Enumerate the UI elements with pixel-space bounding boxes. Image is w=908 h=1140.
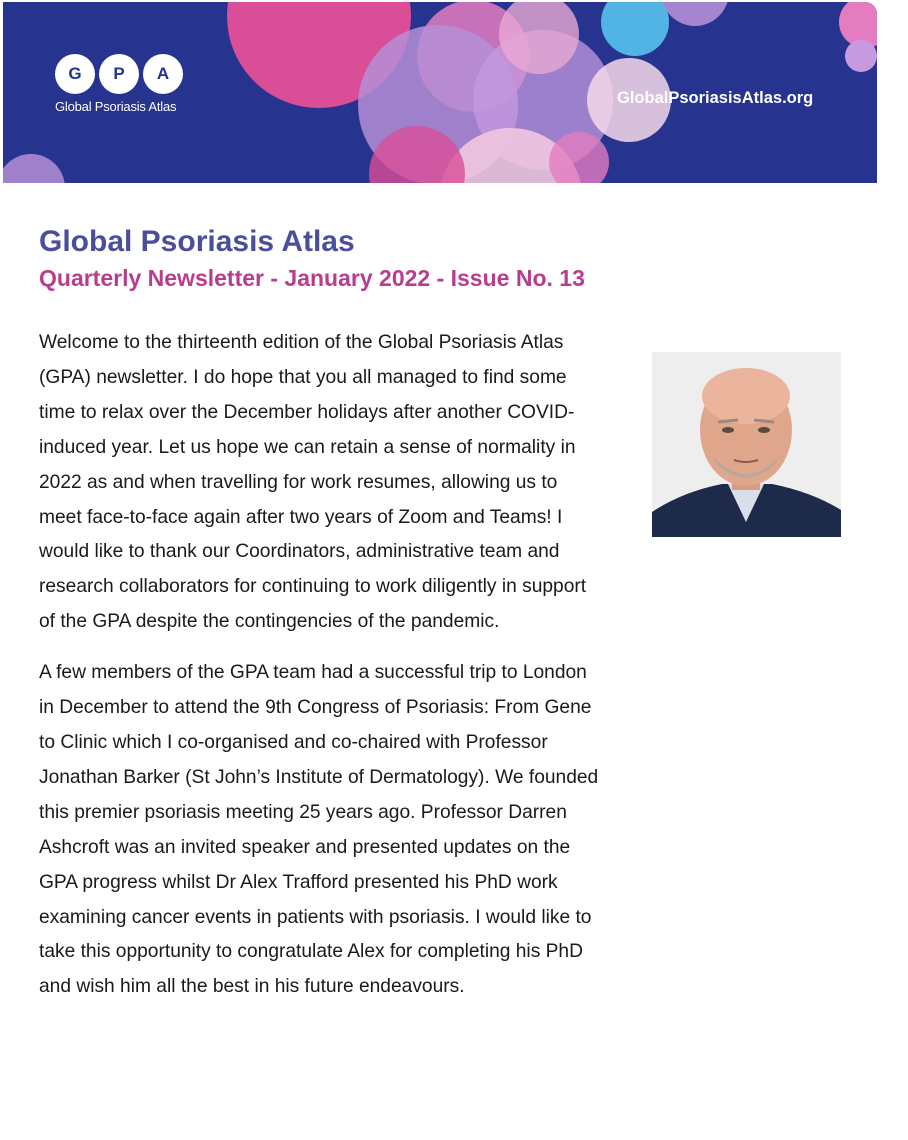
logo-circles: [55, 54, 195, 94]
article-body: [39, 326, 599, 1021]
author-portrait-photo: [652, 352, 841, 537]
portrait-illustration: [652, 352, 841, 537]
logo-letter-a: A: [143, 54, 183, 94]
logo-caption: Global Psoriasis Atlas: [55, 99, 177, 114]
logo-letter-g: G: [55, 54, 95, 94]
logo-letter-p: P: [99, 54, 139, 94]
intro-paragraph: Welcome to the thirteenth edition of the Global Psoriasis Atlas (GPA) newsletter. I do hope that you all managed to find some time to relax over the December holidays after another COVID-induced year. Let us hope we can retain a sense of normality in 2022 as and when travelling for work resumes, allowing us to meet face-to-face again after two years of Zoom and Teams! I would like to thank our Coordinators, administrative team and research collaborators for continuing to work diligently in support of the GPA despite the contingencies of the pandemic.: [39, 332, 587, 633]
gpa-logo[interactable]: [55, 54, 195, 134]
site-url-link[interactable]: GlobalPsoriasisAtlas.org: [617, 89, 814, 107]
newsletter-issue-subtitle: Quarterly Newsletter - January 2022 - Issue No. 13: [39, 265, 585, 291]
header-banner: [3, 2, 877, 183]
page-title: Global Psoriasis Atlas: [39, 225, 355, 258]
congress-paragraph: A few members of the GPA team had a successful trip to London in December to attend the 9th Congress of Psoriasis: From Gene to Clinic which I co-organised and co-chaired with Professor Jonathan Barker (St John’s Institute of Dermatology). We founded this premier psoriasis meeting 25 years ago. Professor Darren Ashcroft was an invited speaker and presented updates on the GPA progress whilst Dr Alex Trafford presented his PhD work examining cancer events in patients with psoriasis. I would like to take this opportunity to congratulate Alex for completing his PhD and wish him all the best in his future endeavours.: [39, 662, 599, 998]
